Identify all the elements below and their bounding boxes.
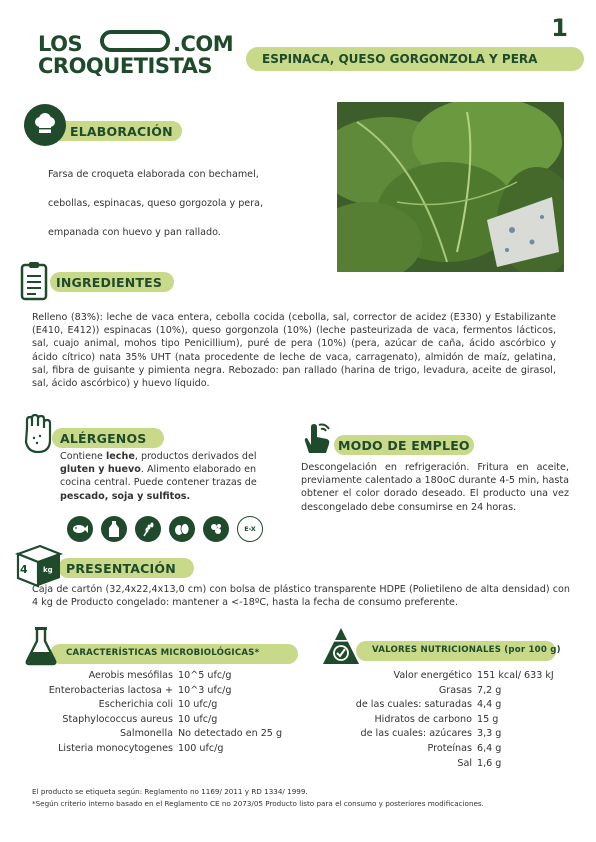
row-label: Escherichia coli xyxy=(98,699,173,711)
touch-hand-icon xyxy=(299,419,335,455)
product-title: ESPINACA, QUESO GORGONZOLA Y PERA xyxy=(262,52,538,66)
row-label: de las cuales: azúcares xyxy=(360,728,472,740)
modo-empleo-text: Descongelación en refrigeración. Fritura en aceite, previamente calentado a 180oC durante 4-5 min, hasta obtener el color dorado deseado. El producto una vez descongelado debe consumirse en 24 horas. xyxy=(301,462,569,513)
nutrition-pyramid-icon xyxy=(321,626,361,666)
table-row xyxy=(30,742,282,757)
box-icon xyxy=(14,542,64,588)
row-label: Valor energético xyxy=(393,670,472,681)
row-value: No detectado en 25 g xyxy=(178,728,283,740)
row-value: 15 g xyxy=(477,713,499,725)
footer-note-1: El producto se etiqueta según: Reglamento no 1169/ 2011 y RD 1334/ 1999. xyxy=(32,787,308,796)
row-value: 1,6 g xyxy=(477,757,502,769)
soy-icon xyxy=(203,516,229,542)
checklist-icon xyxy=(20,262,50,302)
row-value: 100 ufc/g xyxy=(178,742,224,754)
wheat-icon xyxy=(135,516,161,542)
alergenos-heading: ALÉRGENOS xyxy=(60,431,147,446)
table-row xyxy=(334,698,554,713)
row-label: Hidratos de carbono xyxy=(374,713,472,725)
milk-icon xyxy=(101,516,127,542)
footer-note-2: *Según criterio interno basado en el Reglamento CE no 2073/05 Producto listo para el consumo y posteriores modificaciones. xyxy=(32,799,484,808)
row-label: Staphylococcus aureus xyxy=(62,713,173,725)
elaboracion-line-2: cebollas, espinacas, queso gorgozola y pera, xyxy=(48,198,264,209)
row-label: Enterobacterias lactosa + xyxy=(48,684,173,696)
row-value: 4,4 g xyxy=(477,699,502,711)
fish-icon xyxy=(67,516,93,542)
logo-text-croquetistas: CROQUETISTAS xyxy=(38,54,213,78)
row-value: 3,3 g xyxy=(477,728,502,740)
row-label: Listeria monocytogenes xyxy=(58,742,173,754)
table-row xyxy=(30,669,282,684)
row-value: 10^3 ufc/g xyxy=(178,684,232,696)
logo-text-los: LOS xyxy=(38,32,83,56)
table-row xyxy=(30,698,282,713)
row-value: 10 ufc/g xyxy=(178,699,218,711)
egg-icon xyxy=(169,516,195,542)
row-label: Salmonella xyxy=(119,728,173,740)
box-weight-unit: kg xyxy=(43,566,53,574)
row-label: Grasas xyxy=(438,684,472,696)
logo-text-com: .COM xyxy=(173,32,234,56)
alergenos-text: Contiene leche, productos derivados del gluten y huevo. Alimento elaborado en cocina central. Puede contener trazas de pescado, soja y sulfitos. xyxy=(60,451,257,502)
table-row xyxy=(334,669,554,684)
flask-icon xyxy=(24,626,58,666)
row-value: 10 ufc/g xyxy=(178,713,218,725)
table-row xyxy=(334,757,554,772)
row-value: 151 kcal/ 633 kJ xyxy=(477,670,554,681)
table-row xyxy=(334,727,554,742)
chef-hat-icon xyxy=(24,104,66,146)
presentacion-text: Caja de cartón (32,4x22,4x13,0 cm) con bolsa de plástico transparente HDPE (Polietileno de alta densidad) con 4 kg de Producto congelado: mantener a <-18ºC, hasta la fecha de consumo preferente. xyxy=(32,584,570,609)
table-row xyxy=(334,684,554,699)
sulphites-icon: E-X xyxy=(237,516,263,542)
row-label: Sal xyxy=(457,757,472,769)
row-label: Aerobis mesófilas xyxy=(88,670,173,681)
table-row xyxy=(30,727,282,742)
row-label: de las cuales: saturadas xyxy=(355,699,472,711)
table-row xyxy=(30,684,282,699)
elaboracion-line-1: Farsa de croqueta elaborada con bechamel, xyxy=(48,169,259,180)
table-row xyxy=(334,713,554,728)
product-photo xyxy=(337,102,564,272)
nutri-table xyxy=(334,669,554,771)
micro-table xyxy=(30,669,282,757)
modo-empleo-heading: MODO DE EMPLEO xyxy=(338,438,470,453)
row-value: 6,4 g xyxy=(477,742,502,754)
box-weight-number: 4 xyxy=(20,563,28,576)
row-value: 7,2 g xyxy=(477,684,502,696)
nutri-heading: VALORES NUTRICIONALES (por 100 g) xyxy=(372,645,561,655)
allergen-icon-row xyxy=(67,516,263,542)
micro-heading: CARACTERÍSTICAS MICROBIOLÓGICAS* xyxy=(66,648,260,658)
table-row xyxy=(334,742,554,757)
ingredientes-text: Relleno (83%): leche de vaca entera, cebolla cocida (cebolla, sal, corrector de acidez (E330) y Estabilizante (E410, E412)) espinacas (10%), queso gorgonzola (10%) (leche pasteurizada de vaca, fermentos lácticos, sal, cuajo animal, mohos tipo Penicillium), puré de pera (10%) (pera, azúcar de caña, ácido ascórbico y ácido cítrico) nata 35% UHT (nata procedente de leche de vaca, carragenato), almidón de maíz, gelatina, sal, fibra de guisante y pimienta negra. Rebozado: pan rallado (harina de trigo, levadura, aceite de girasol, sal, ácido ascórbico) y huevo líquido. xyxy=(32,312,556,390)
elaboracion-line-3: empanada con huevo y pan rallado. xyxy=(48,227,221,238)
ingredientes-heading: INGREDIENTES xyxy=(56,275,163,290)
row-value: 10^5 ufc/g xyxy=(178,670,232,681)
brand-logo xyxy=(38,28,238,82)
logo-croquette-shape xyxy=(100,30,170,52)
page-number: 1 xyxy=(551,14,568,42)
row-label: Proteínas xyxy=(427,742,472,754)
table-row xyxy=(30,713,282,728)
presentacion-heading: PRESENTACIÓN xyxy=(66,561,176,576)
hand-icon xyxy=(22,414,52,456)
elaboracion-heading: ELABORACIÓN xyxy=(70,124,173,139)
